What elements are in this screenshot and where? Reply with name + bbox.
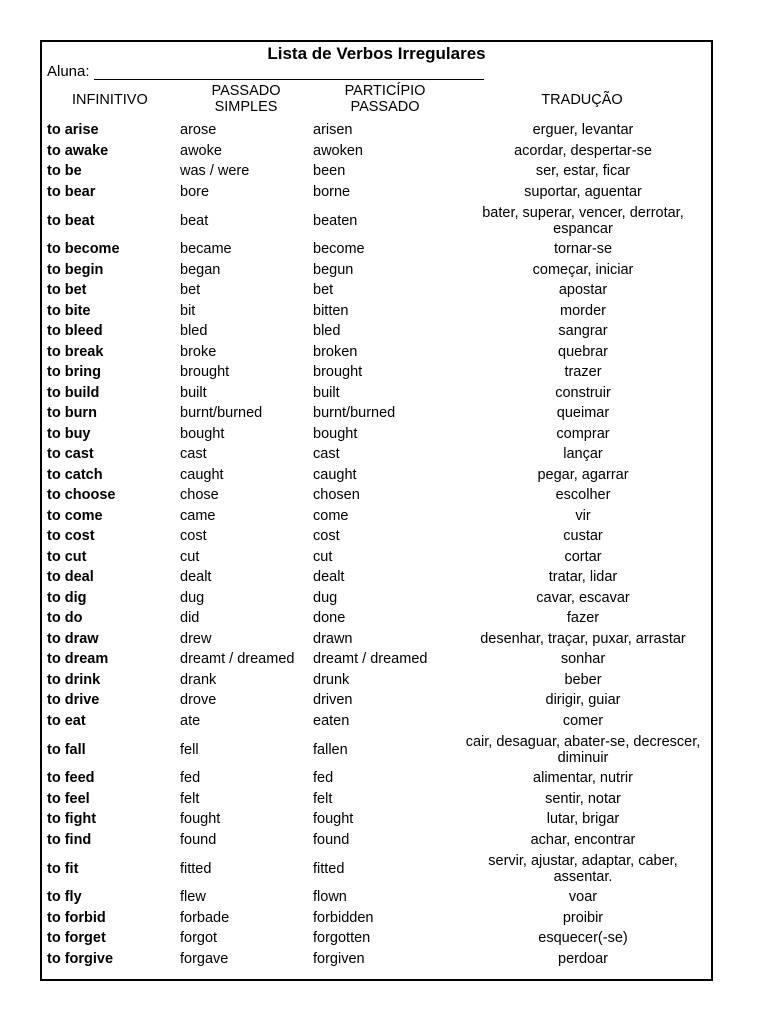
infinitive-cell: to break <box>47 343 104 360</box>
translation-cell: voar <box>568 889 598 906</box>
past-participle-cell: arisen <box>313 122 353 139</box>
table-row <box>42 321 711 342</box>
infinitive-cell: to fit <box>47 860 79 877</box>
past-simple-cell: drew <box>180 630 212 647</box>
infinitive-cell: to buy <box>47 425 91 442</box>
page-title: Lista de Verbos Irregulares <box>267 44 486 63</box>
infinitive-cell: to catch <box>47 466 103 483</box>
past-participle-cell: chosen <box>313 487 360 504</box>
translation-cell: desenhar, traçar, puxar, arrastar <box>480 630 686 647</box>
translation-cell: sonhar <box>560 651 606 668</box>
table-row <box>42 362 711 383</box>
translation-cell: suportar, aguentar <box>524 183 642 200</box>
table-row <box>42 809 711 830</box>
past-simple-cell: found <box>180 831 217 848</box>
table-row <box>42 182 711 203</box>
translation-cell: tornar-se <box>553 241 613 258</box>
infinitive-cell: to burn <box>47 405 97 422</box>
past-participle-cell: bought <box>313 425 358 442</box>
table-row <box>42 670 711 691</box>
past-participle-cell: found <box>313 831 350 848</box>
infinitive-cell: to cost <box>47 528 95 545</box>
past-participle-cell: begun <box>313 261 354 278</box>
translation-cell: construir <box>555 384 611 401</box>
past-participle-cell: driven <box>313 692 353 709</box>
translation-cell: sentir, notar <box>545 790 621 807</box>
translation-cell: cavar, escavar <box>536 589 630 606</box>
infinitive-cell: to find <box>47 831 92 848</box>
header-past-simple <box>182 84 310 115</box>
translation-cell: pegar, agarrar <box>537 466 629 483</box>
table-row <box>42 342 711 363</box>
table-row <box>42 768 711 789</box>
translation-cell: apostar <box>558 282 608 299</box>
table-row <box>42 526 711 547</box>
translation-cell: lançar <box>563 446 603 463</box>
translation-cell: custar <box>563 528 603 545</box>
past-participle-cell: awoken <box>313 142 363 159</box>
translation-cell: escolher <box>555 487 611 504</box>
infinitive-cell: to eat <box>47 712 86 729</box>
translation-cell: morder <box>560 302 606 319</box>
table-row <box>42 141 711 162</box>
header-participle-line2: PASSADO <box>350 98 420 115</box>
table-row <box>42 830 711 851</box>
past-simple-cell: bet <box>180 282 201 299</box>
past-participle-cell: bitten <box>313 302 349 319</box>
table-row <box>42 928 711 949</box>
past-participle-cell: forgiven <box>313 950 365 967</box>
infinitive-cell: to bring <box>47 364 101 381</box>
past-participle-cell: fed <box>313 770 334 787</box>
table-row <box>42 547 711 568</box>
header-past-line2: SIMPLES <box>214 98 278 115</box>
past-simple-cell: forgave <box>180 950 229 967</box>
translation-cell: quebrar <box>558 343 608 360</box>
past-simple-cell: caught <box>180 466 224 483</box>
translation-cell: comer <box>562 712 604 729</box>
verb-list-sheet <box>40 40 713 981</box>
student-name-label: Aluna: <box>47 63 90 80</box>
past-participle-cell: forbidden <box>313 909 374 926</box>
infinitive-cell: to bear <box>47 183 96 200</box>
translation-cell: vir <box>575 507 591 524</box>
infinitive-cell: to cast <box>47 446 94 463</box>
translation-cell: acordar, despertar-se <box>514 142 652 159</box>
infinitive-cell: to forbid <box>47 909 106 926</box>
past-simple-cell: did <box>180 610 200 627</box>
infinitive-cell: to build <box>47 384 100 401</box>
past-simple-cell: forbade <box>180 909 230 926</box>
table-row <box>42 383 711 404</box>
table-row <box>42 887 711 908</box>
past-simple-cell: cost <box>180 528 207 545</box>
translation-cell: começar, iniciar <box>532 261 634 278</box>
table-row <box>42 239 711 260</box>
infinitive-cell: to fly <box>47 889 82 906</box>
translation-cell: bater, superar, vencer, derrotar, espancar <box>482 204 684 237</box>
past-participle-cell: become <box>313 241 365 258</box>
past-simple-cell: became <box>180 241 232 258</box>
infinitive-cell: to forgive <box>47 950 114 967</box>
past-simple-cell: brought <box>180 364 230 381</box>
infinitive-cell: to choose <box>47 487 116 504</box>
past-participle-cell: beaten <box>313 212 358 229</box>
table-row <box>42 280 711 301</box>
infinitive-cell: to begin <box>47 261 104 278</box>
infinitive-cell: to do <box>47 610 83 627</box>
past-participle-cell: flown <box>313 889 347 906</box>
translation-cell: tratar, lidar <box>548 569 618 586</box>
translation-cell: ser, estar, ficar <box>535 163 631 180</box>
table-row <box>42 711 711 732</box>
translation-cell: servir, ajustar, adaptar, caber, assentar. <box>488 852 678 885</box>
table-row <box>42 444 711 465</box>
table-row <box>42 629 711 650</box>
infinitive-cell: to cut <box>47 548 87 565</box>
infinitive-cell: to bite <box>47 302 91 319</box>
past-participle-cell: brought <box>313 364 363 381</box>
table-row <box>42 301 711 322</box>
table-row <box>42 161 711 182</box>
past-participle-cell: burnt/burned <box>313 405 396 422</box>
table-row <box>42 608 711 629</box>
past-participle-cell: dug <box>313 589 338 606</box>
past-simple-cell: bore <box>180 183 210 200</box>
infinitive-cell: to beat <box>47 212 95 229</box>
past-participle-cell: drunk <box>313 671 350 688</box>
past-simple-cell: dreamt / dreamed <box>180 651 295 668</box>
student-name-line[interactable] <box>94 79 484 80</box>
infinitive-cell: to dig <box>47 589 87 606</box>
past-participle-cell: bet <box>313 282 334 299</box>
past-simple-cell: fought <box>180 811 221 828</box>
past-simple-cell: cut <box>180 548 200 565</box>
past-simple-cell: came <box>180 507 216 524</box>
past-simple-cell: dug <box>180 589 205 606</box>
table-row <box>42 403 711 424</box>
past-simple-cell: chose <box>180 487 219 504</box>
past-participle-cell: forgotten <box>313 930 371 947</box>
past-simple-cell: dealt <box>180 569 212 586</box>
past-simple-cell: bit <box>180 302 196 319</box>
table-row <box>42 260 711 281</box>
past-simple-cell: built <box>180 384 207 401</box>
table-row <box>42 506 711 527</box>
infinitive-cell: to come <box>47 507 103 524</box>
translation-cell: perdoar <box>558 950 608 967</box>
infinitive-cell: to awake <box>47 142 109 159</box>
infinitive-cell: to bleed <box>47 323 103 340</box>
past-simple-cell: beat <box>180 212 209 229</box>
translation-cell: fazer <box>566 610 600 627</box>
past-participle-cell: done <box>313 610 346 627</box>
table-row <box>42 908 711 929</box>
table-row <box>42 424 711 445</box>
translation-cell: esquecer(-se) <box>538 930 628 947</box>
past-simple-cell: drove <box>180 692 217 709</box>
past-participle-cell: been <box>313 163 346 180</box>
past-simple-cell: was / were <box>180 163 250 180</box>
infinitive-cell: to draw <box>47 630 99 647</box>
infinitive-cell: to become <box>47 241 120 258</box>
past-simple-cell: cast <box>180 446 207 463</box>
translation-cell: sangrar <box>558 323 608 340</box>
translation-cell: trazer <box>564 364 602 381</box>
translation-cell: cortar <box>564 548 602 565</box>
header-past-participle <box>312 84 458 115</box>
translation-cell: proibir <box>562 909 604 926</box>
header-infinitive: INFINITIVO <box>72 92 148 108</box>
infinitive-cell: to be <box>47 163 82 180</box>
past-simple-cell: began <box>180 261 221 278</box>
past-participle-cell: felt <box>313 790 333 807</box>
past-participle-cell: caught <box>313 466 357 483</box>
infinitive-cell: to arise <box>47 122 99 139</box>
past-simple-cell: fed <box>180 770 201 787</box>
past-simple-cell: drank <box>180 671 217 688</box>
past-participle-cell: cost <box>313 528 340 545</box>
past-participle-cell: fought <box>313 811 354 828</box>
header-translation: TRADUÇÃO <box>541 92 623 108</box>
past-simple-cell: arose <box>180 122 217 139</box>
translation-cell: cair, desaguar, abater-se, decrescer, diminuir <box>465 733 701 766</box>
past-participle-cell: cast <box>313 446 340 463</box>
translation-cell: comprar <box>556 425 610 442</box>
past-participle-cell: dreamt / dreamed <box>313 651 428 668</box>
table-row <box>42 649 711 670</box>
past-simple-cell: felt <box>180 790 200 807</box>
past-simple-cell: bled <box>180 323 208 340</box>
past-simple-cell: flew <box>180 889 206 906</box>
past-participle-cell: dealt <box>313 569 345 586</box>
past-simple-cell: fitted <box>180 860 212 877</box>
past-participle-cell: borne <box>313 183 351 200</box>
past-participle-cell: fitted <box>313 860 345 877</box>
translation-cell: lutar, brigar <box>546 811 620 828</box>
translation-cell: achar, encontrar <box>530 831 636 848</box>
table-row <box>42 850 711 887</box>
infinitive-cell: to drink <box>47 671 101 688</box>
header-participle-line1: PARTICÍPIO <box>344 83 426 99</box>
past-participle-cell: built <box>313 384 340 401</box>
past-participle-cell: drawn <box>313 630 353 647</box>
past-participle-cell: come <box>313 507 349 524</box>
past-simple-cell: broke <box>180 343 217 360</box>
infinitive-cell: to fall <box>47 741 86 758</box>
table-row <box>42 202 711 239</box>
table-row <box>42 731 711 768</box>
infinitive-cell: to deal <box>47 569 94 586</box>
translation-cell: queimar <box>556 405 610 422</box>
infinitive-cell: to dream <box>47 651 109 668</box>
past-participle-cell: broken <box>313 343 358 360</box>
infinitive-cell: to feel <box>47 790 90 807</box>
past-participle-cell: bled <box>313 323 341 340</box>
infinitive-cell: to fight <box>47 811 97 828</box>
past-simple-cell: fell <box>180 741 199 758</box>
table-row <box>42 485 711 506</box>
table-row <box>42 949 711 970</box>
verb-table <box>42 120 711 969</box>
table-row <box>42 120 711 141</box>
past-participle-cell: fallen <box>313 741 348 758</box>
table-row <box>42 789 711 810</box>
translation-cell: alimentar, nutrir <box>533 770 633 787</box>
past-simple-cell: ate <box>180 712 201 729</box>
past-participle-cell: cut <box>313 548 333 565</box>
past-simple-cell: bought <box>180 425 225 442</box>
infinitive-cell: to forget <box>47 930 106 947</box>
translation-cell: erguer, levantar <box>532 122 634 139</box>
past-participle-cell: eaten <box>313 712 350 729</box>
past-simple-cell: burnt/burned <box>180 405 263 422</box>
past-simple-cell: awoke <box>180 142 222 159</box>
translation-cell: dirigir, guiar <box>545 692 621 709</box>
table-row <box>42 567 711 588</box>
table-row <box>42 690 711 711</box>
infinitive-cell: to feed <box>47 770 95 787</box>
header-past-line1: PASSADO <box>211 83 281 99</box>
infinitive-cell: to bet <box>47 282 87 299</box>
infinitive-cell: to drive <box>47 692 100 709</box>
past-simple-cell: forgot <box>180 930 218 947</box>
table-row <box>42 465 711 486</box>
table-row <box>42 588 711 609</box>
translation-cell: beber <box>564 671 602 688</box>
